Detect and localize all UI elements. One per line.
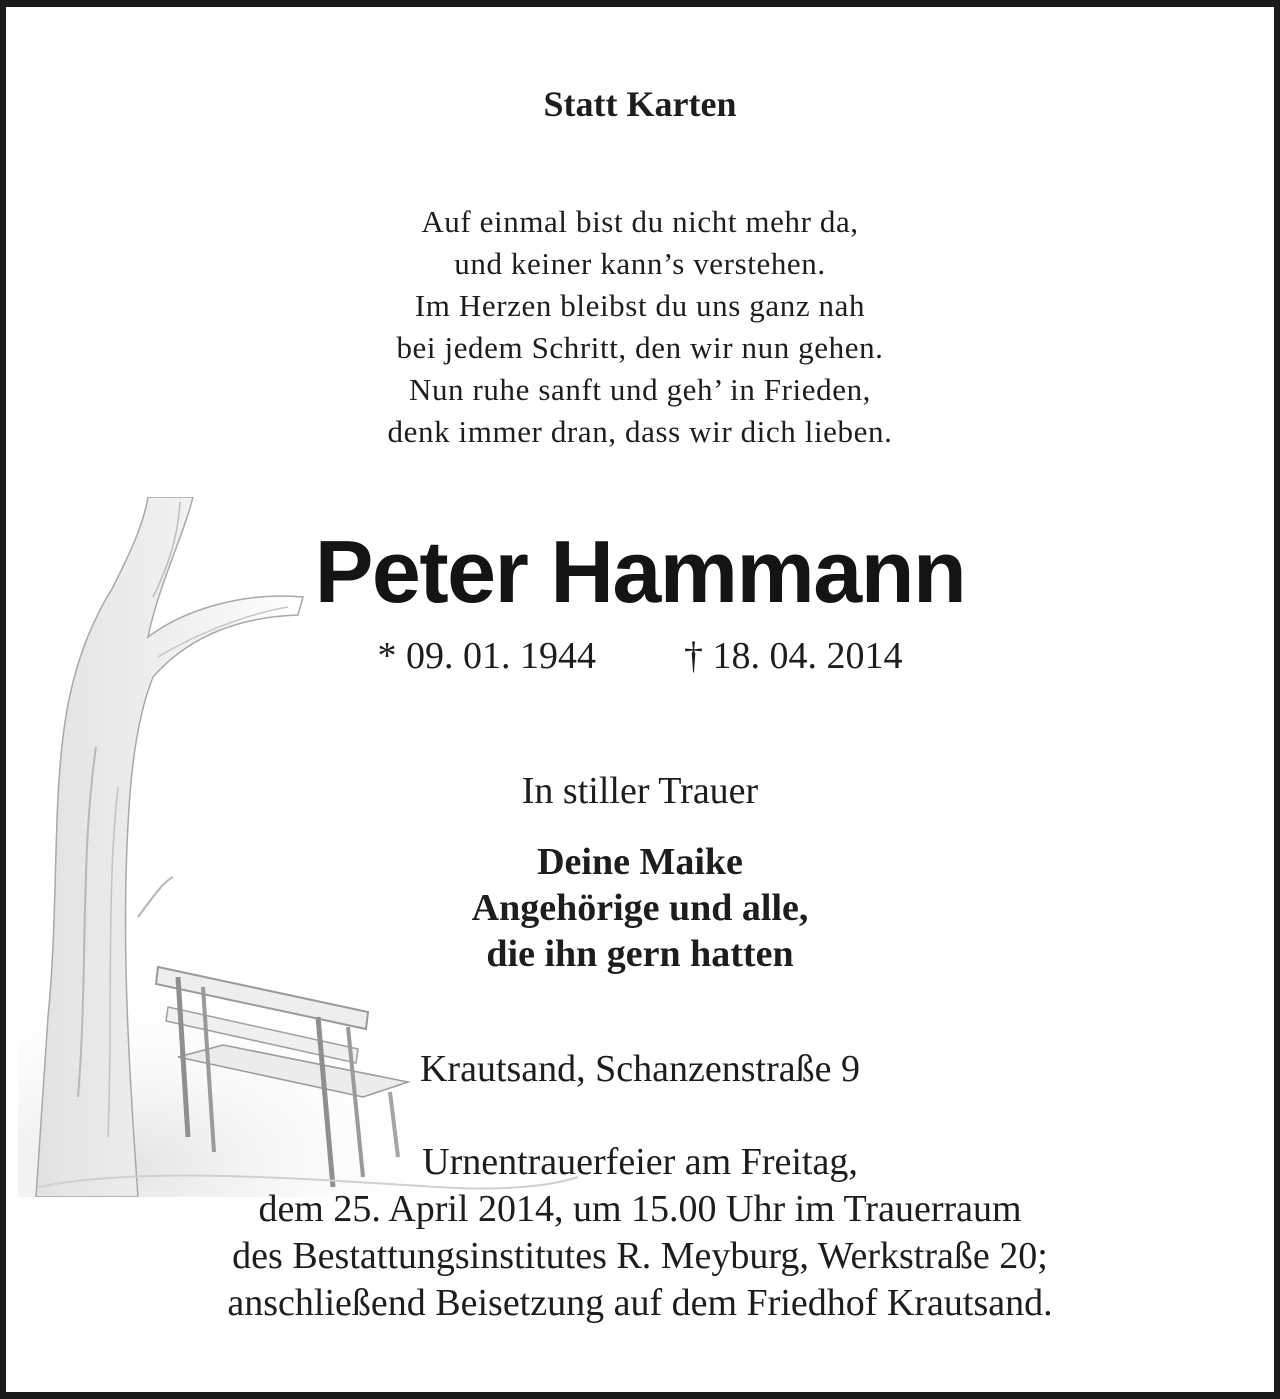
poem-line: und keiner kann’s verstehen. [454, 246, 826, 281]
service-line: dem 25. April 2014, um 15.00 Uhr im Trauerraum [258, 1188, 1022, 1230]
service-line: Urnentrauerfeier am Freitag, [422, 1141, 858, 1183]
poem-line: Im Herzen bleibst du uns ganz nah [414, 288, 866, 323]
address: Krautsand, Schanzenstraße 9 [419, 1048, 860, 1090]
life-dates [6, 634, 1274, 678]
deceased-name: Peter Hammann [314, 522, 966, 621]
heading: Statt Karten [543, 84, 737, 124]
birth-date: * 09. 01. 1944 [377, 635, 596, 677]
poem-line: Auf einmal bist du nicht mehr da, [421, 204, 859, 239]
service-details [6, 1139, 1274, 1327]
service-line: anschließend Beisetzung auf dem Friedhof Krautsand. [227, 1282, 1053, 1324]
mourner-line: Deine Maike [537, 841, 743, 883]
mourner-line: die ihn gern hatten [486, 933, 794, 975]
poem [6, 201, 1274, 453]
service-line: des Bestattungsinstitutes R. Meyburg, Werkstraße 20; [232, 1235, 1048, 1277]
poem-line: Nun ruhe sanft und geh’ in Frieden, [408, 372, 872, 407]
mourning-line: In stiller Trauer [521, 770, 759, 812]
poem-line: bei jedem Schritt, den wir nun gehen. [396, 330, 884, 365]
mourners [6, 839, 1274, 977]
death-date: † 18. 04. 2014 [684, 635, 903, 677]
mourner-line: Angehörige und alle, [471, 887, 809, 929]
poem-line: denk immer dran, dass wir dich lieben. [387, 414, 893, 449]
